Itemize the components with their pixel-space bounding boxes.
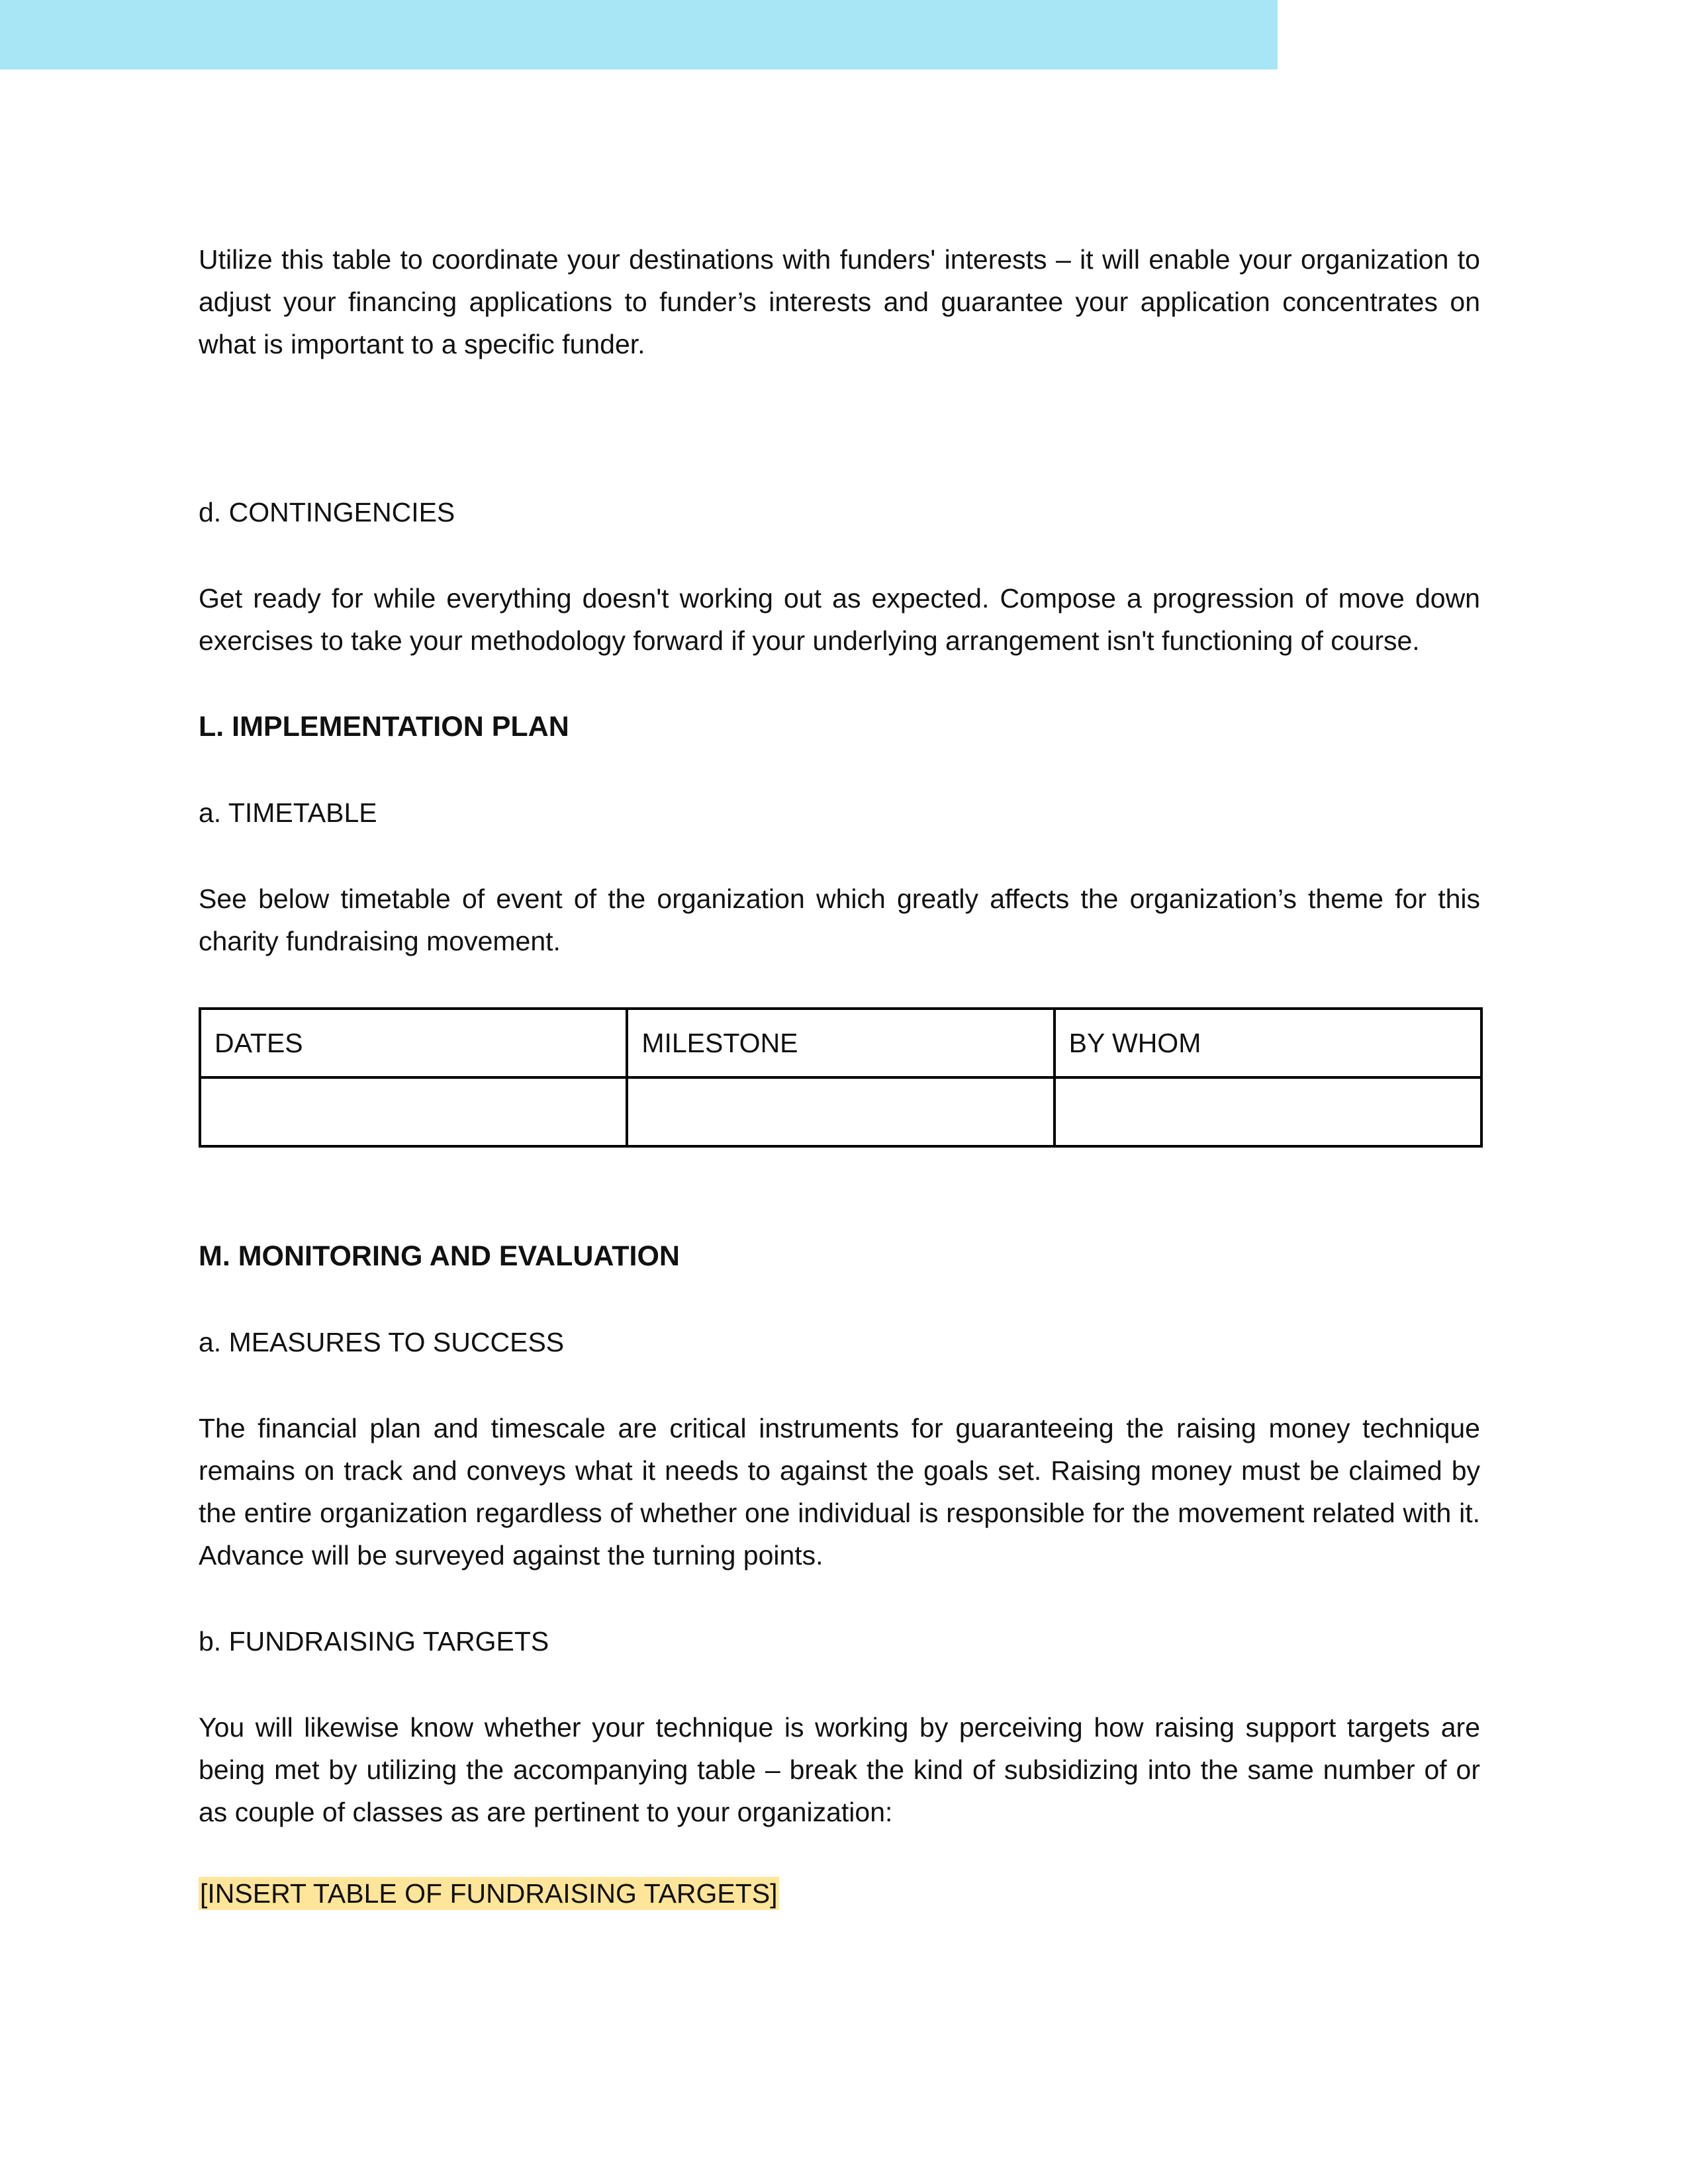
table-cell-milestone[interactable] <box>627 1077 1054 1146</box>
fundraising-targets-paragraph: You will likewise know whether your technique is working by perceiving how raising support targets are being met by utilizing the accompanying table – break the kind of subsidizing into the same number of or as couple of classes as are pertinent to your organization: <box>199 1712 1480 1827</box>
measures-subheading: a. MEASURES TO SUCCESS <box>199 1327 565 1357</box>
timetable-subheading: a. TIMETABLE <box>199 797 377 828</box>
table-header-milestone: MILESTONE <box>627 1009 1054 1077</box>
header-color-band <box>0 0 1278 69</box>
timetable-paragraph: See below timetable of event of the organization which greatly affects the organization’s theme for this charity fundraising movement. <box>199 884 1480 956</box>
contingencies-subheading: d. CONTINGENCIES <box>199 497 455 527</box>
table-header-row <box>200 1009 1481 1077</box>
contingencies-paragraph: Get ready for while everything doesn't working out as expected. Compose a progression of move down exercises to take your methodology forward if your underlying arrangement isn't functioning of course. <box>199 583 1480 656</box>
fundraising-targets-subheading: b. FUNDRAISING TARGETS <box>199 1626 549 1657</box>
implementation-plan-heading: L. IMPLEMENTATION PLAN <box>199 711 569 743</box>
measures-paragraph: The financial plan and timescale are critical instruments for guaranteeing the raising money technique remains on track and conveys what it needs to against the goals set. Raising money must be claimed by the entire organization regardless of whether one individual is responsible for the movement related with it. Advance will be surveyed against the turning points. <box>199 1413 1480 1570</box>
insert-table-placeholder: [INSERT TABLE OF FUNDRAISING TARGETS] <box>200 1878 778 1909</box>
table-cell-by-whom[interactable] <box>1055 1077 1481 1146</box>
table-header-dates: DATES <box>200 1009 627 1077</box>
table-header-by-whom: BY WHOM <box>1055 1009 1481 1077</box>
table-row <box>200 1077 1481 1146</box>
table-cell-dates[interactable] <box>200 1077 627 1146</box>
timetable-table <box>199 1007 1483 1148</box>
document-body <box>199 238 1480 1910</box>
monitoring-evaluation-heading: M. MONITORING AND EVALUATION <box>199 1240 680 1272</box>
intro-paragraph: Utilize this table to coordinate your destinations with funders' interests – it will enable your organization to adjust your financing applications to funder’s interests and guarantee your application concentrates on what is important to a specific funder. <box>199 244 1480 359</box>
